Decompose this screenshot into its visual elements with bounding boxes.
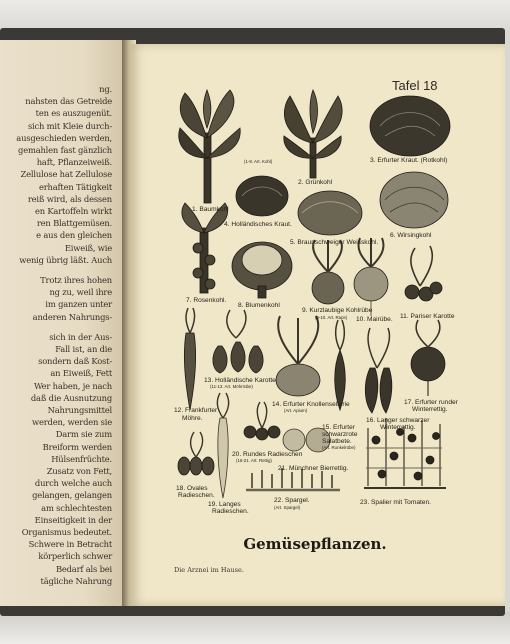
left-page-text-line: gemahlen fast gänzlich bbox=[18, 145, 112, 155]
plate-label: 8. Blumenkohl bbox=[238, 302, 280, 309]
wirsingkohl-illustration bbox=[380, 172, 448, 228]
mairuebe-illustration bbox=[354, 238, 388, 316]
plate-label: (Art. Runkelrübe) bbox=[322, 445, 356, 450]
left-page-text-line: reiß wird, als dessen bbox=[27, 193, 112, 204]
left-page-text-line: nahsten das Getreide bbox=[25, 96, 112, 107]
plate-label: 17. Erfurter runder bbox=[404, 399, 458, 406]
plate-label: 11. Pariser Karotte bbox=[400, 313, 455, 320]
left-page-text-line: Organismus bedeutet. bbox=[21, 527, 112, 537]
left-page-text-line: Eiweiß, wie bbox=[64, 242, 112, 253]
hollaendisches-kraut-illustration bbox=[236, 176, 288, 216]
left-page bbox=[0, 40, 122, 606]
left-page-text-line: en Kartoffeln wirkt bbox=[34, 206, 112, 216]
plate-label: 6. Wirsingkohl bbox=[390, 232, 432, 239]
plate-title: Tafel 18 bbox=[392, 78, 438, 93]
plate-label: 13. Holländische Karotte bbox=[204, 377, 276, 384]
knollensellerie-illustration bbox=[276, 316, 320, 396]
langes-radieschen-illustration bbox=[217, 393, 228, 498]
plate-label: 9. Kurzlaubige Kohlrübe bbox=[302, 307, 373, 314]
hollaendische-karotte-illustration bbox=[213, 310, 263, 373]
plate-label: Möhre. bbox=[182, 415, 203, 422]
left-page-text-line: anderen Nahrungs- bbox=[32, 311, 112, 322]
plate-label: 18. Ovales bbox=[176, 485, 208, 492]
left-page-text-line: am schlechtesten bbox=[41, 502, 112, 513]
left-page-text-line: körperlich schwer bbox=[38, 551, 112, 562]
left-page-text-line: sich in der Aus- bbox=[49, 331, 112, 342]
left-page-text-line: Fall ist, an die bbox=[55, 344, 112, 354]
plate-label: (9-10. Art. Raps) bbox=[315, 315, 348, 320]
left-page-text-line: ren Blattgemüsen. bbox=[36, 218, 112, 229]
plate-label: 4. Holländisches Kraut. bbox=[224, 221, 292, 228]
kohlruebe-illustration bbox=[312, 240, 344, 304]
plate-label: (Art. Apium) bbox=[284, 408, 308, 413]
left-page-text-line: sich mit Kleie durch- bbox=[27, 120, 112, 131]
left-page-text-line: Hülsenfrüchte. bbox=[51, 453, 112, 464]
plate-label: 3. Erfurter Kraut. (Rotkohl) bbox=[370, 157, 448, 164]
left-page-text-line: ng. bbox=[99, 84, 112, 94]
plate-label: (Art. Spargel) bbox=[274, 505, 301, 510]
left-page-text-line: gelangen, gelangen bbox=[32, 490, 112, 501]
plate-label: 15. Erfurter bbox=[322, 424, 355, 431]
runder-winterrettig-illustration bbox=[411, 320, 445, 396]
plate-label: 22. Spargel. bbox=[274, 497, 310, 504]
plate-label: 7. Rosenkohl. bbox=[186, 297, 227, 304]
page-footer: Die Arznei im Hause. bbox=[174, 566, 244, 574]
weisskohl-illustration bbox=[298, 191, 362, 235]
blumenkohl-illustration bbox=[232, 242, 292, 298]
left-page-text-line: Breiform werden bbox=[42, 441, 112, 452]
plate-label: 16. Langer schwarzer bbox=[366, 417, 430, 424]
plate-label: Salatbete. bbox=[322, 438, 352, 445]
left-page-text-line: Zusatz von Fett, bbox=[46, 466, 112, 476]
vegetable-plate bbox=[170, 88, 460, 513]
left-page-text-line: wenig übrig läßt. Auch bbox=[19, 254, 112, 265]
ovales-radieschen-illustration bbox=[178, 432, 214, 475]
left-page-text-line: ausgeschieden werden, bbox=[16, 132, 112, 143]
plate-label: (1-8. Art. Kohl) bbox=[244, 159, 273, 164]
plate-label: 12. Frankfurter bbox=[174, 407, 218, 414]
baumkohl-illustration bbox=[179, 90, 240, 203]
left-page-text-line: daß die Ausnutzung bbox=[30, 392, 112, 403]
plate-label: 20. Rundes Radieschen bbox=[232, 451, 303, 458]
plate-label: (11-13. Art. Möhrrübe) bbox=[210, 384, 253, 389]
plate-heading: Gemüsepflanzen. bbox=[243, 535, 387, 553]
left-page-text-line: tägliche Nahrung bbox=[40, 575, 112, 586]
plate-label: 1. Baumkohl bbox=[192, 206, 229, 213]
left-page-text-line: ten es auszugenüt. bbox=[35, 108, 112, 119]
left-page-text-line: werden, werden sie bbox=[32, 417, 112, 428]
plate-label: 2. Grünkohl bbox=[298, 179, 333, 186]
langer-winterrettig-illustration bbox=[365, 328, 392, 413]
frankfurter-moehre-illustration bbox=[184, 308, 195, 410]
plate-label: Radieschen. bbox=[178, 492, 215, 499]
left-page-text-line: Zellulose hat Zellulose bbox=[20, 169, 112, 180]
left-page-text-line: Einseitigkeit in der bbox=[34, 514, 112, 525]
background-bottom bbox=[0, 612, 510, 644]
plate-label: 5. Braunschweiger Weisskohl. bbox=[290, 239, 379, 246]
left-page-text-line: Trotz ihres hohen bbox=[40, 275, 112, 285]
plate-label: Winterrettig. bbox=[380, 424, 416, 431]
left-page-text-line: durch welche auch bbox=[34, 478, 112, 489]
left-page-text-line: Bedarf als bei bbox=[55, 563, 112, 574]
plate-label: Winterrettig. bbox=[412, 406, 448, 413]
pariser-karotte-illustration bbox=[405, 246, 442, 301]
plate-label: schwarzrote bbox=[322, 431, 358, 438]
left-page-text-line: Darm sie zum bbox=[55, 429, 112, 440]
left-page-text-line: im ganzen unter bbox=[45, 299, 112, 310]
left-page-text-line: Nahrungsmittel bbox=[47, 405, 112, 415]
left-page-text-line: erhaften Tätigkeit bbox=[38, 181, 112, 192]
plate-label: 14. Erfurter Knollensellerie bbox=[272, 401, 350, 408]
gruenkohl-illustration bbox=[284, 90, 342, 178]
salatbete-illustration bbox=[335, 320, 346, 410]
plate-label: 19. Langes bbox=[208, 501, 241, 508]
plate-label: (16-21. Art. Rettig) bbox=[236, 458, 272, 463]
plate-label: 10. Mairübe. bbox=[356, 316, 393, 323]
left-page-text-line: ng zu, weil ihre bbox=[49, 287, 112, 298]
left-page-text-line: Schwere in Betracht bbox=[28, 539, 112, 550]
left-page-text-line: e aus den gleichen bbox=[36, 230, 112, 241]
left-page-text-line: Wer haben, je nach bbox=[33, 380, 112, 391]
plate-label: 21. Münchner Bierrettig. bbox=[278, 465, 349, 472]
left-page-text-line: sondern daß Kost- bbox=[38, 356, 112, 367]
plate-label: 23. Spalier mit Tomaten. bbox=[360, 499, 431, 506]
rosenkohl-illustration bbox=[182, 203, 228, 293]
plate-label: Radieschen. bbox=[212, 508, 249, 515]
left-page-text-line: haft, Pflanzeiweiß. bbox=[36, 157, 112, 168]
left-page-text-line: an Eiweiß, Fett bbox=[50, 368, 112, 379]
